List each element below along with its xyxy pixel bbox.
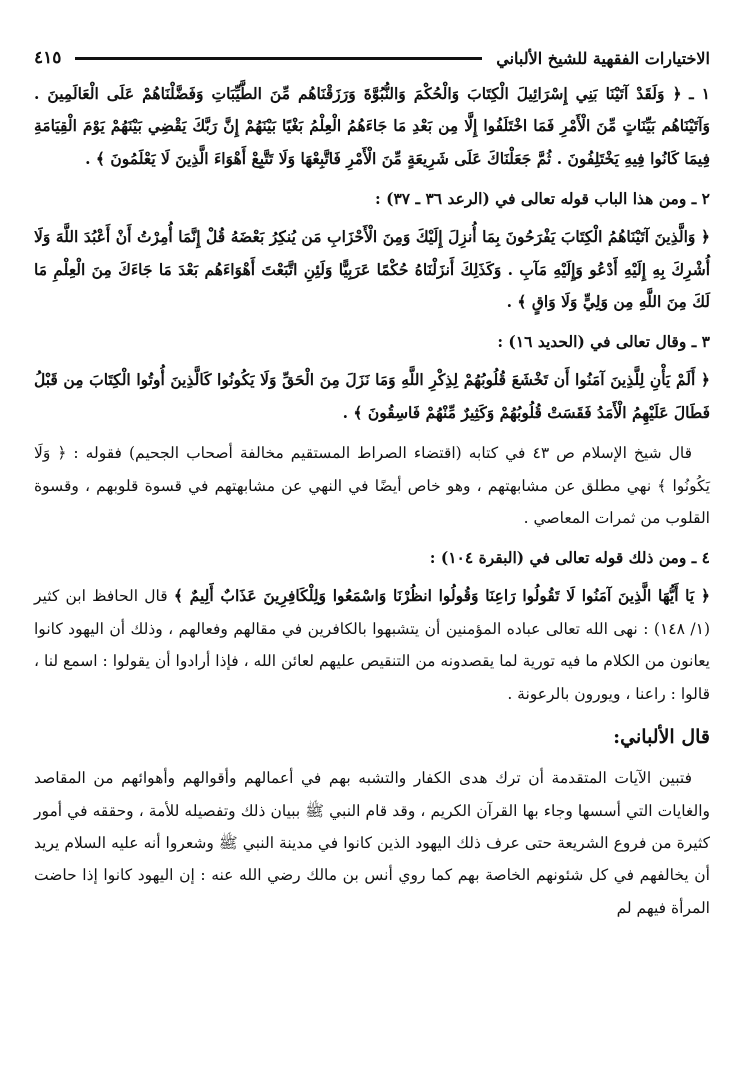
item-1 [34,78,710,175]
albani-heading: قال الألباني: [613,726,710,749]
item-1-number: ١ ـ [689,84,710,103]
item-4-quote: ﴿ يَا أَيُّهَا الَّذِينَ آمَنُوا لَا تَقُولُوا رَاعِنَا وَقُولُوا انظُرْنَا وَاسْمَعُوا وَلِلْكَافِرِينَ عَذَابٌ أَلِيمٌ ﴾ [173,586,710,606]
page-header [34,38,710,78]
page-number: ٤١٥ [34,48,62,68]
header-rule [75,57,482,60]
albani-body: فتبين الآيات المتقدمة أن ترك هدى الكفار والتشبه بهم في أعمالهم وأقوالهم وأهوائهم من المقاصد والغايات التي أسسها وجاء بها القرآن الكريم ، وقد قام النبي ﷺ ببيان ذلك وتفصيله للأمة ، وحققه في أمور كثيرة من فروع الشريعة حتى عرف ذلك اليهود الذين كانوا في مدينة النبي ﷺ وشعروا أنه عليه السلام يريد أن يخالفهم في كل شئونهم الخاصة بهم كما روي أنس بن مالك رضي الله عنه : إن اليهود كانوا إذا حاضت المرأة فيهم لم [34,769,710,917]
item-2-quote: ﴿ وَالَّذِينَ آتَيْنَاهُمُ الْكِتَابَ يَفْرَحُونَ بِمَا أُنزِلَ إِلَيْكَ وَمِنَ الْأَحْزَابِ مَن يُنكِرُ بَعْضَهُ قُلْ إِنَّمَا أُمِرْتُ أَنْ أَعْبُدَ اللَّهَ وَلَا أُشْرِكَ بِهِ إِلَيْهِ أَدْعُو وَإِلَيْهِ مَآبِ . وَكَذَلِكَ أَنزَلْنَاهُ حُكْمًا عَرَبِيًّا وَلَئِنِ اتَّبَعْتَ أَهْوَاءَهُم بَعْدَ مَا جَاءَكَ مِنَ الْعِلْمِ مَا لَكَ مِنَ اللَّهِ مِن وَلِيٍّ وَلَا وَاقٍ ﴾ . [34,227,710,312]
item-4-comment: قال الحافظ ابن كثير (١/ ١٤٨) : نهى الله تعالى عباده المؤمنين أن يتشبهوا بالكافرين في مقالهم وفعالهم ، وذلك أن اليهود كانوا يعانون من الكلام ما فيه تورية لما يقصدونه من التنقيص عليهم لعائن الله ، فإذا أرادوا أن يقولوا : اسمع لنا ، قالوا : راعنا ، ويورون بالرعونة . [34,587,710,703]
item-3-quote: ﴿ أَلَمْ يَأْنِ لِلَّذِينَ آمَنُوا أَن تَخْشَعَ قُلُوبُهُمْ لِذِكْرِ اللَّهِ وَمَا نَزَلَ مِنَ الْحَقِّ وَلَا يَكُونُوا كَالَّذِينَ أُوتُوا الْكِتَابَ مِن قَبْلُ فَطَالَ عَلَيْهِمُ الْأَمَدُ فَقَسَتْ قُلُوبُهُمْ وَكَثِيرٌ مِّنْهُمْ فَاسِقُونَ ﴾ . [34,370,710,422]
item-3-intro: ٣ ـ وقال تعالى في (الحديد ١٦) : [497,332,710,352]
item-2-intro: ٢ ـ ومن هذا الباب قوله تعالى في (الرعد ٣٦ ـ ٣٧) : [374,189,710,209]
item-1-quote: ﴿ وَلَقَدْ آتَيْنَا بَنِي إِسْرَائِيلَ الْكِتَابَ وَالْحُكْمَ وَالنُّبُوَّةَ وَرَزَقْنَاهُم مِّنَ الطَّيِّبَاتِ وَفَضَّلْنَاهُمْ عَلَى الْعَالَمِينَ . وَآتَيْنَاهُم بَيِّنَاتٍ مِّنَ الْأَمْرِ فَمَا اخْتَلَفُوا إِلَّا مِن بَعْدِ مَا جَاءَهُمُ الْعِلْمُ بَغْيًا بَيْنَهُمْ إِنَّ رَبَّكَ يَقْضِي بَيْنَهُمْ يَوْمَ الْقِيَامَةِ فِيمَا كَانُوا فِيهِ يَخْتَلِفُونَ . ثُمَّ جَعَلْنَاكَ عَلَى شَرِيعَةٍ مِّنَ الْأَمْرِ فَاتَّبِعْهَا وَلَا تَتَّبِعْ أَهْوَاءَ الَّذِينَ لَا يَعْلَمُونَ ﴾ . [34,84,710,168]
item-3-comment: قال شيخ الإسلام ص ٤٣ في كتابه (اقتضاء الصراط المستقيم مخالفة أصحاب الجحيم) فقوله : ﴿ وَلَا يَكُونُوا ﴾ نهي مطلق عن مشابهتهم ، وهو خاص أيضًا في النهي عن مشابهتهم في قسوة قلوبهم ، وقسوة القلوب من ثمرات المعاصي . [34,444,710,528]
book-title: الاختيارات الفقهية للشيخ الألباني [496,48,710,68]
item-4-quote-and-comment [34,580,710,710]
document-page [34,38,710,932]
item-4-intro: ٤ ـ ومن ذلك قوله تعالى في (البقرة ١٠٤) : [429,548,710,568]
